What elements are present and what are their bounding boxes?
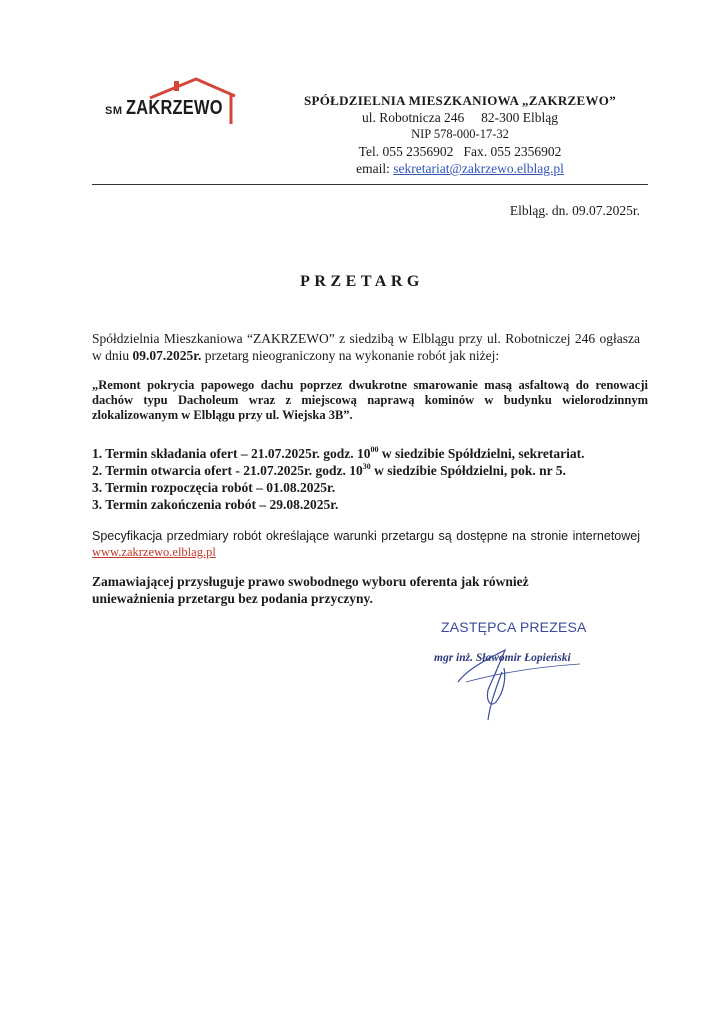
rights-clause: Zamawiającej przysługuje prawo swobodnego wyboru oferenta jak również unieważnienia przetargu bez podania przyczyny. xyxy=(92,574,529,606)
term-text: 2. Termin otwarcia ofert - 21.07.2025r. godz. 10 xyxy=(92,463,363,478)
document-date: Elbląg. dn. 09.07.2025r. xyxy=(509,203,640,218)
logo-prefix: SM xyxy=(105,105,123,117)
intro-paragraph xyxy=(92,330,640,364)
term-text: 3. Termin rozpoczęcia robót – 01.08.2025r. xyxy=(92,480,336,495)
header-divider xyxy=(92,184,648,185)
term-time-sup: 00 xyxy=(370,445,379,454)
intro-date: 09.07.2025r. xyxy=(132,348,202,363)
signatory-role: ZASTĘPCA PREZESA xyxy=(441,619,587,635)
email-link[interactable]: sekretariat@zakrzewo.elblag.pl xyxy=(393,161,564,176)
term-item xyxy=(92,479,652,496)
spec-text: Specyfikacja przedmiary robót określające warunki przetargu są dostępne na stronie internetowej xyxy=(92,529,640,543)
intro-text-2: przetarg nieograniczony na wykonanie robót jak niżej: xyxy=(201,348,500,363)
website-link[interactable]: www.zakrzewo.elblag.pl xyxy=(92,545,216,559)
org-address: ul. Robotnicza 246 82-300 Elbląg xyxy=(361,110,559,125)
intro-text-1: Spółdzielnia Mieszkaniowa “ZAKRZEWO” z siedzibą w Elblągu przy ul. Robotniczej 246 ogłasza w dniu xyxy=(92,331,640,363)
term-item xyxy=(92,462,652,479)
scope-of-work: „Remont pokrycia papowego dachu poprzez dwukrotne smarowanie masą asfaltową do renowacji dachów typu Dacholeum wraz z miejscową naprawą kominów w budynku wielorodzinnym zlokalizowanym w Elblągu przy ul. Wiejska 3B”. xyxy=(92,378,648,422)
term-text: 1. Termin składania ofert – 21.07.2025r. godz. 10 xyxy=(92,446,371,461)
org-phones: Tel. 055 2356902 Fax. 055 2356902 xyxy=(358,144,562,159)
signature-mark xyxy=(430,628,610,728)
term-item xyxy=(92,445,652,462)
term-time-sup: 30 xyxy=(362,462,371,471)
term-place: w siedzibie Spółdzielni, pok. nr 5. xyxy=(370,463,566,478)
logo-name: ZAKRZEWO xyxy=(126,97,223,119)
term-place: w siedzibie Spółdzielni, sekretariat. xyxy=(378,446,585,461)
letterhead xyxy=(270,92,650,177)
email-label: email: xyxy=(356,161,394,176)
company-logo xyxy=(104,76,244,126)
org-name: SPÓŁDZIELNIA MIESZKANIOWA „ZAKRZEWO” xyxy=(303,93,617,108)
org-email-line xyxy=(270,160,650,177)
term-text: 3. Termin zakończenia robót – 29.08.2025r. xyxy=(92,497,339,512)
signatory-name: mgr inż. Sławomir Łopieński xyxy=(434,652,571,664)
term-item xyxy=(92,496,652,513)
document-title: PRZETARG xyxy=(300,273,424,290)
terms-list xyxy=(92,445,652,513)
specification-note xyxy=(92,528,640,560)
org-nip: NIP 578-000-17-32 xyxy=(411,127,509,141)
